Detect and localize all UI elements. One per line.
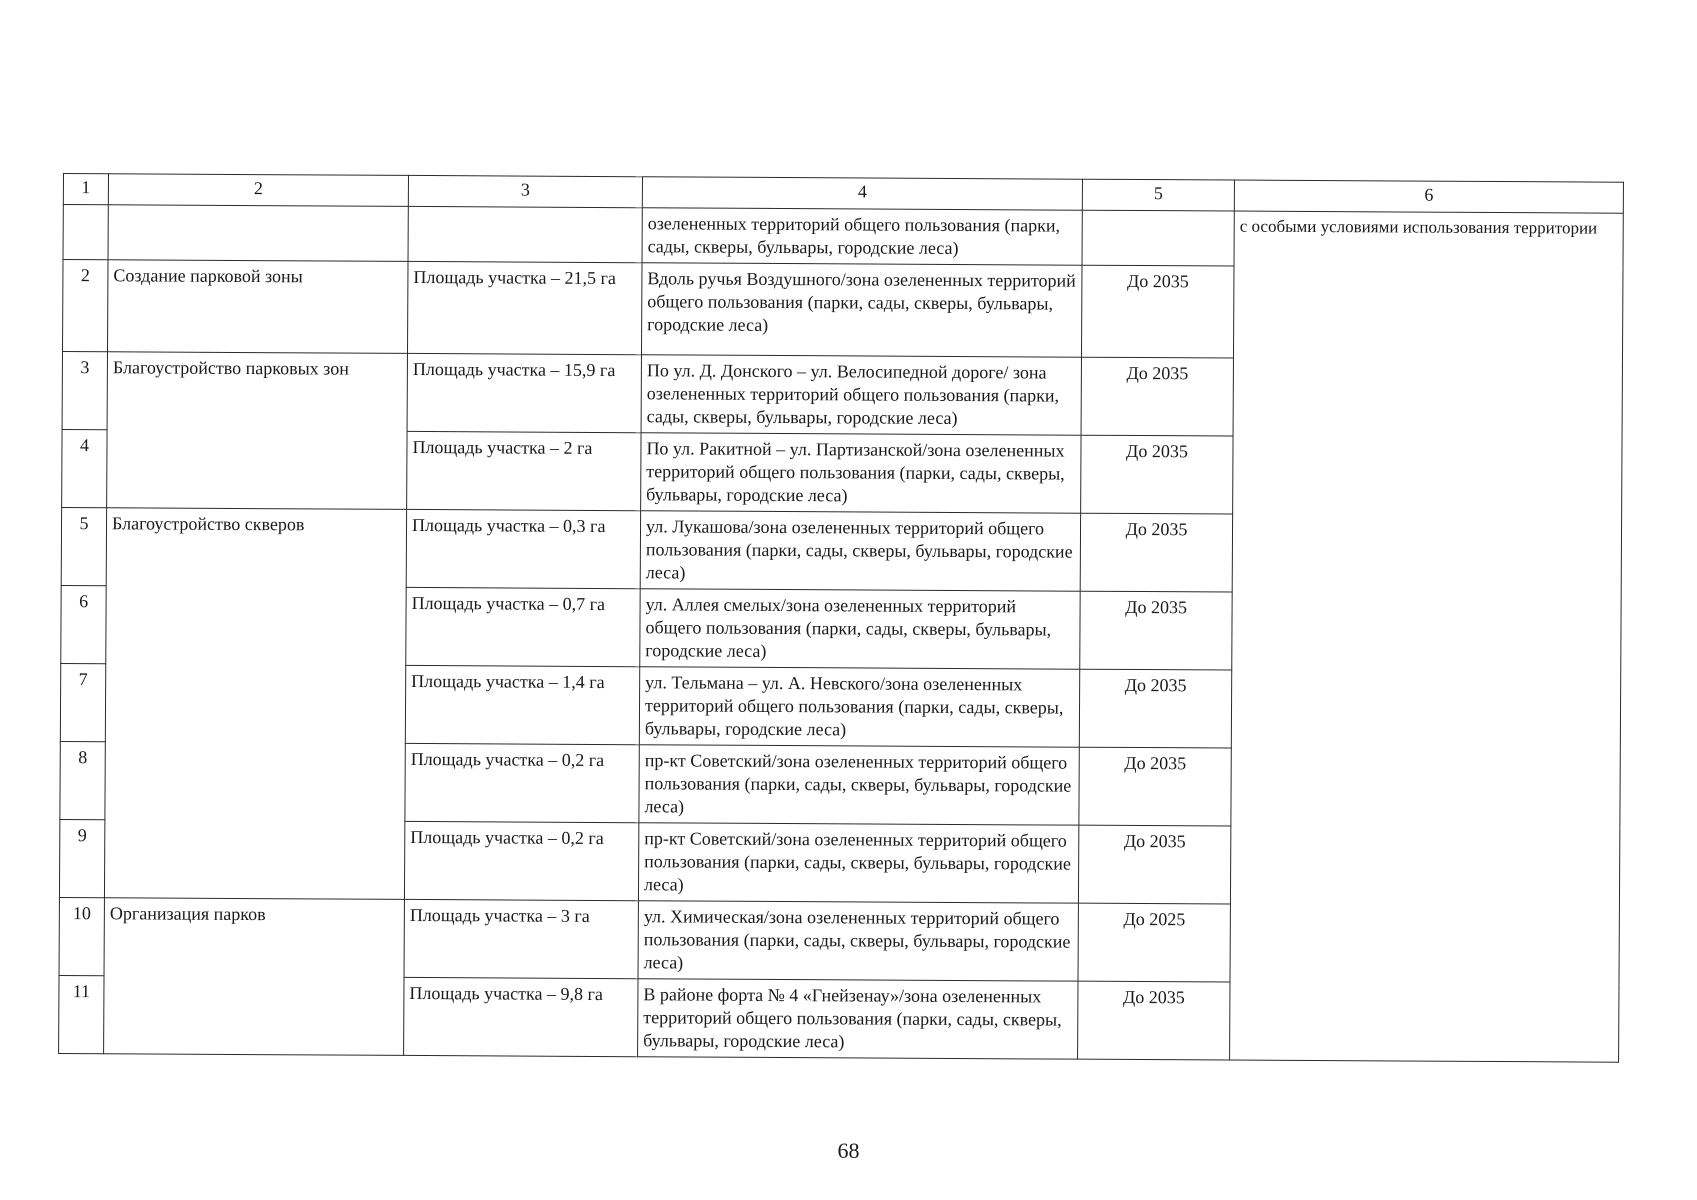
term-cell: До 2035	[1080, 591, 1232, 670]
row-number-cell: 8	[60, 741, 105, 819]
area-cell: Площадь участка – 9,8 га	[404, 977, 638, 1056]
location-cell: По ул. Ракитной – ул. Партизанской/зона озелененных территорий общего пользования (парки, сады, скверы, бульвары, городские леса)	[641, 433, 1081, 513]
page-number: 68	[837, 1138, 860, 1163]
row-number-cell: 6	[61, 585, 106, 663]
location-cell: ул. Аллея смелых/зона озелененных территорий общего пользования (парки, сады, скверы, бульвары, городские леса)	[640, 589, 1080, 669]
location-cell: ул. Лукашова/зона озелененных территорий общего пользования (парки, сады, скверы, бульвары, городские леса)	[640, 511, 1080, 591]
measure-name-cell: Создание парковой зоны	[108, 260, 409, 354]
location-cell: По ул. Д. Донского – ул. Велосипедной дороге/ зона озелененных территорий общего пользования (парки, сады, скверы, бульвары, городские леса)	[641, 355, 1081, 435]
location-cell: пр-кт Советский/зона озелененных территорий общего пользования (парки, сады, скверы, бульвары, городские леса)	[638, 823, 1078, 903]
row-number-cell: 7	[60, 663, 105, 741]
column-header: 5	[1082, 179, 1234, 211]
row-number-cell: 3	[62, 352, 107, 430]
term-cell: До 2035	[1079, 669, 1231, 748]
measure-name-cell	[108, 205, 408, 262]
column-header: 4	[642, 177, 1082, 210]
location-cell: ул. Тельмана – ул. А. Невского/зона озелененных территорий общего пользования (парки, сады, скверы, бульвары, городские леса)	[639, 667, 1079, 747]
measure-name-cell: Благоустройство парковых зон	[107, 352, 408, 510]
column-header: 1	[63, 174, 108, 205]
row-number-cell: 5	[61, 507, 106, 585]
row-number-cell: 2	[63, 260, 109, 352]
area-cell	[408, 206, 642, 262]
term-cell: До 2035	[1081, 265, 1234, 358]
row-number-cell: 11	[59, 975, 104, 1053]
row-number-cell	[63, 205, 108, 260]
area-cell: Площадь участка – 2 га	[407, 431, 641, 510]
location-cell: пр-кт Советский/зона озелененных территорий общего пользования (парки, сады, скверы, бульвары, городские леса)	[639, 745, 1079, 825]
term-cell: До 2025	[1078, 903, 1230, 982]
term-cell: До 2035	[1078, 981, 1230, 1060]
term-cell: До 2035	[1079, 747, 1231, 826]
term-cell: До 2035	[1081, 357, 1233, 436]
location-cell: В районе форта № 4 «Гнейзенау»/зона озелененных территорий общего пользования (парки, сады, скверы, бульвары, городские леса)	[638, 979, 1078, 1059]
location-cell: ул. Химическая/зона озелененных территорий общего пользования (парки, сады, скверы, бульвары, городские леса)	[638, 901, 1078, 981]
area-cell: Площадь участка – 21,5 га	[407, 261, 642, 354]
area-cell: Площадь участка – 0,2 га	[405, 743, 639, 822]
location-cell: озелененных территорий общего пользования (парки, сады, скверы, бульвары, городские леса)	[642, 208, 1082, 265]
zone-conditions-cell: с особыми условиями использования территории	[1230, 211, 1624, 1062]
area-cell: Площадь участка – 1,4 га	[405, 665, 639, 744]
row-number-cell: 4	[62, 429, 107, 507]
row-number-cell: 10	[59, 897, 104, 975]
area-cell: Площадь участка – 0,7 га	[406, 587, 640, 666]
term-cell: До 2035	[1081, 435, 1233, 514]
measure-name-cell: Благоустройство скверов	[104, 508, 406, 900]
continuation-row	[63, 205, 1623, 269]
green-zones-table	[58, 173, 1624, 1063]
term-cell	[1082, 210, 1234, 266]
measure-name-cell: Организация парков	[104, 898, 405, 1056]
area-cell: Площадь участка – 15,9 га	[407, 353, 641, 432]
term-cell: До 2035	[1080, 513, 1232, 592]
column-header: 2	[108, 174, 408, 207]
area-cell: Площадь участка – 0,2 га	[404, 821, 638, 900]
term-cell: До 2035	[1078, 825, 1230, 904]
column-header: 3	[408, 175, 642, 207]
area-cell: Площадь участка – 0,3 га	[406, 509, 640, 588]
row-number-cell: 9	[59, 819, 104, 897]
column-header: 6	[1234, 180, 1623, 213]
document-sheet	[58, 173, 1623, 1063]
location-cell: Вдоль ручья Воздушного/зона озелененных территорий общего пользования (парки, сады, скверы, бульвары, городские леса)	[641, 263, 1082, 357]
area-cell: Площадь участка – 3 га	[404, 899, 638, 978]
